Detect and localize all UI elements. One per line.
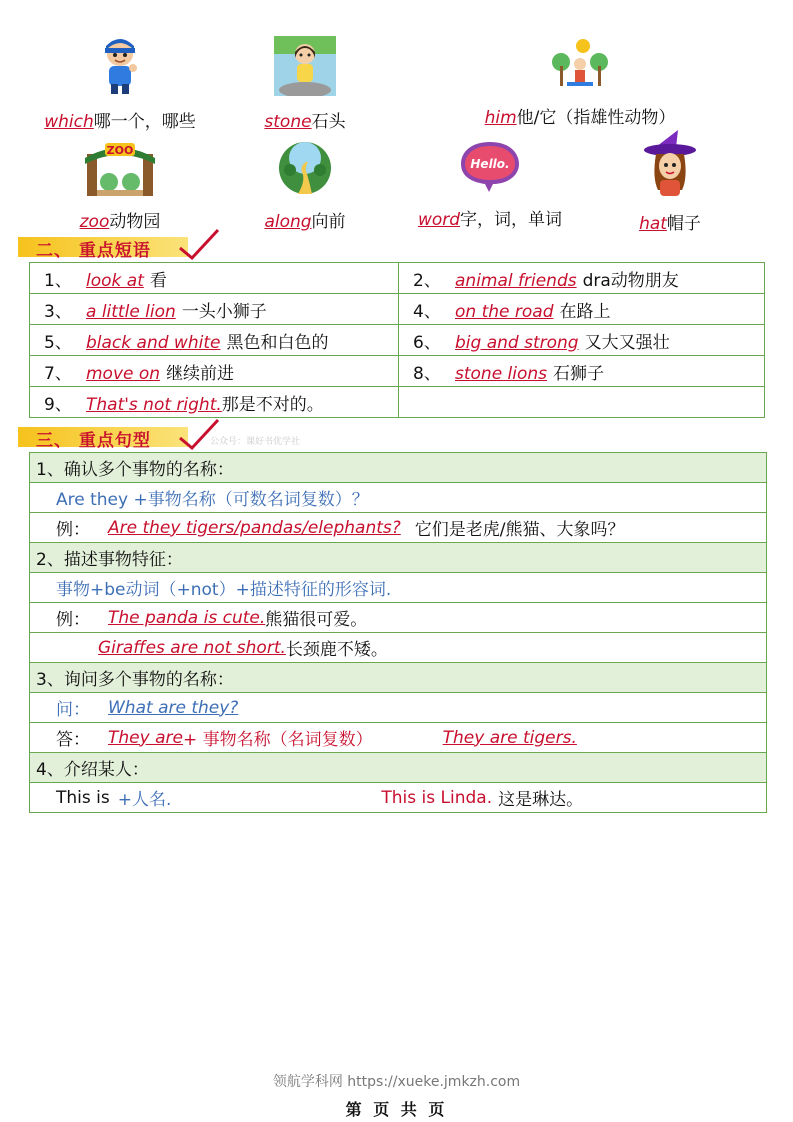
vocab-en: him — [484, 108, 517, 128]
phrase-cn: 黑色和白色的 — [226, 332, 329, 353]
example-label: 例： — [56, 610, 90, 630]
pattern-row — [30, 573, 766, 603]
heading-text: 2、描述事物特征： — [36, 550, 183, 570]
phrase-cell — [399, 356, 765, 387]
section2-banner — [18, 234, 228, 260]
phrase-cell — [30, 294, 399, 325]
vocab-cn: 向前 — [311, 212, 346, 232]
phrase-en: animal friends — [455, 270, 577, 291]
example-label: 例： — [56, 520, 90, 540]
vocab-along — [240, 140, 370, 232]
example-row — [30, 513, 766, 543]
phrase-num: 6、 — [413, 332, 441, 353]
phrase-en: look at — [86, 270, 144, 291]
phrase-cn: 继续前进 — [166, 363, 235, 384]
footer-page: 第 页 共 页 — [345, 1100, 448, 1119]
example-en: This is Linda. — [381, 787, 493, 808]
example-en: Are they tigers/pandas/elephants? — [108, 517, 401, 538]
answer-cn: + 事物名称（名词复数） — [182, 730, 373, 750]
answer-label: 答： — [56, 730, 90, 750]
phrase-en: big and strong — [455, 332, 579, 353]
section2-title: 二、 重点短语 — [36, 241, 151, 261]
table-row — [30, 325, 765, 356]
hello-bubble-icon — [459, 140, 521, 194]
phrase-cell — [30, 356, 399, 387]
pattern-text: 事物+be动词（+not）+描述特征的形容词. — [56, 580, 392, 600]
vocab-cn: 他/它（指雄性动物） — [516, 108, 676, 128]
phrase-en: black and white — [86, 332, 221, 353]
phrase-en: on the road — [455, 301, 554, 322]
phrase-en: a little lion — [86, 301, 176, 322]
vocab-him — [455, 36, 705, 128]
checkmark-icon — [176, 228, 222, 262]
phrase-num: 7、 — [44, 363, 72, 384]
vocab-en: hat — [639, 214, 667, 234]
bubble-text: Hello. — [470, 157, 510, 171]
pattern-heading — [30, 663, 766, 693]
phrase-cn: 一头小狮子 — [181, 301, 267, 322]
vocab-cn: 帽子 — [666, 214, 701, 234]
phrase-en: That's not right. — [86, 394, 222, 415]
example-en: Giraffes are not short. — [98, 637, 286, 658]
vocab-word — [400, 140, 580, 230]
phrase-cell-empty — [399, 387, 765, 418]
sentence-patterns — [29, 452, 767, 813]
phrase-cn: 石狮子 — [553, 363, 605, 384]
phrase-num: 2、 — [413, 270, 441, 291]
example-cn: 它们是老虎/熊猫、大象吗？ — [414, 520, 625, 540]
table-row — [30, 263, 765, 294]
example-row — [30, 603, 766, 633]
pattern-heading — [30, 543, 766, 573]
phrase-num: 3、 — [44, 301, 72, 322]
example-row — [30, 633, 766, 663]
phrase-en: move on — [86, 363, 161, 384]
vocab-stone — [240, 36, 370, 132]
table-row — [30, 356, 765, 387]
pattern-heading — [30, 453, 766, 483]
vocab-which — [30, 36, 210, 132]
section3-banner — [18, 424, 228, 450]
phrase-cn: 那是不对的。 — [221, 394, 324, 415]
vocab-en: which — [44, 112, 94, 132]
phrase-cell — [399, 294, 765, 325]
vocab-zoo — [50, 140, 190, 232]
answer-example: They are tigers. — [442, 727, 577, 748]
phrase-cn: 在路上 — [559, 301, 611, 322]
vocab-en: stone — [264, 112, 312, 132]
pattern-row — [30, 783, 766, 813]
girl-on-stone-icon — [274, 36, 336, 96]
footer-site: 领航学科网 https://xueke.jmkzh.com — [272, 1074, 521, 1090]
answer-row — [30, 723, 766, 753]
phrase-num: 4、 — [413, 301, 441, 322]
phrase-num: 8、 — [413, 363, 441, 384]
phrase-cell — [399, 263, 765, 294]
phrase-cell — [30, 387, 399, 418]
example-cn: 熊猫很可爱。 — [265, 610, 368, 630]
phrase-cell — [399, 325, 765, 356]
table-row — [30, 387, 765, 418]
phrase-num: 9、 — [44, 394, 72, 415]
zoo-sign-text: ZOO — [106, 144, 134, 157]
vocab-cn: 字，词，单词 — [460, 210, 563, 230]
example-cn: 这是琳达。 — [498, 790, 584, 810]
pattern-heading — [30, 753, 766, 783]
question-label: 问： — [56, 700, 90, 720]
table-row — [30, 294, 765, 325]
phrase-cell — [30, 325, 399, 356]
boy-icon — [95, 36, 145, 96]
vocab-en: along — [264, 212, 312, 232]
vocab-en: word — [417, 210, 461, 230]
boy-in-park-icon — [551, 36, 609, 92]
phrase-cn: 又大又强壮 — [584, 332, 670, 353]
heading-text: 1、确认多个事物的名称： — [36, 460, 234, 480]
road-icon — [276, 140, 334, 196]
pattern-row — [30, 483, 766, 513]
witch-hat-girl-icon — [642, 128, 698, 198]
watermark: 公众号：课好书优学社 — [210, 437, 301, 447]
question-row — [30, 693, 766, 723]
zoo-gate-icon — [83, 140, 157, 196]
vocab-cn: 动物园 — [109, 212, 161, 232]
phrase-num: 1、 — [44, 270, 72, 291]
phrase-num: 5、 — [44, 332, 72, 353]
phrase-en: stone lions — [455, 363, 548, 384]
phrase-cn: 看 — [149, 270, 167, 291]
example-cn: 长颈鹿不矮。 — [285, 640, 388, 660]
vocab-hat — [610, 128, 730, 234]
vocab-en: zoo — [79, 212, 110, 232]
pattern-text: Are they +事物名称（可数名词复数）？ — [56, 490, 369, 510]
example-en: The panda is cute. — [108, 607, 266, 628]
pattern-cn: +人名. — [117, 790, 172, 810]
phrase-cell — [30, 263, 399, 294]
heading-text: 3、询问多个事物的名称： — [36, 670, 234, 690]
vocab-cn: 石头 — [311, 112, 346, 132]
pattern-en: This is — [56, 787, 110, 808]
vocab-cn: 哪一个，哪些 — [93, 112, 196, 132]
section3-title: 三、 重点句型 — [36, 431, 151, 451]
answer-en: They are — [108, 727, 183, 748]
question-en: What are they? — [108, 697, 239, 718]
phrases-table — [29, 262, 765, 418]
heading-text: 4、介绍某人： — [36, 760, 149, 780]
phrase-cn: dra动物朋友 — [582, 270, 679, 291]
